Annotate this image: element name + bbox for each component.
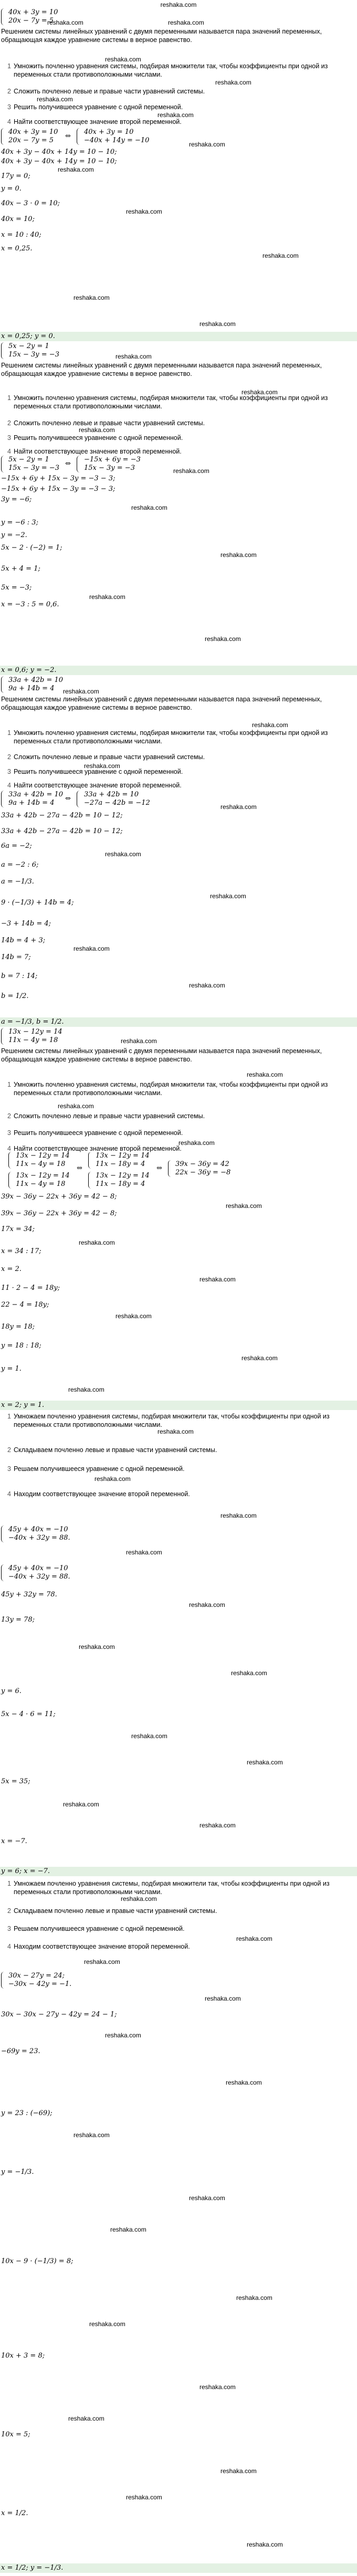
- solution-line: 33a + 42b − 27a − 42b = 10 − 12;: [1, 812, 123, 819]
- step-text: Умножить почленно уравнения системы, подбирая множители так, чтобы коэффициенты при одной из переменных стали противоположными числами.: [14, 62, 328, 78]
- solution-line: −69y = 23.: [1, 2047, 40, 2055]
- algorithm-step: 3 Решить получившееся уравнение с одной переменной.: [7, 767, 343, 776]
- brace: [88, 1152, 93, 1169]
- step-text: Находим соответствующее значение второй переменной.: [14, 1490, 190, 1498]
- step-text: Сложить почленно левые и правые части уравнений системы.: [14, 1112, 205, 1120]
- solution-line: 10x = 5;: [1, 2431, 30, 2438]
- solution-line: 40x + 3y − 40x + 14y = 10 − 10;: [1, 157, 117, 165]
- watermark: reshaka.com: [220, 803, 257, 811]
- answer-line: x = 0,6; y = −2.: [1, 666, 57, 674]
- equivalence-sign: ⇔: [65, 460, 71, 468]
- watermark: reshaka.com: [94, 1475, 131, 1482]
- solution-line: y = 6.: [1, 1687, 22, 1695]
- watermark: reshaka.com: [205, 1995, 241, 2002]
- solution-line: 9 · (−1/3) + 14b = 4;: [1, 899, 74, 907]
- watermark: reshaka.com: [74, 2131, 110, 2139]
- solution-line: a = −1/3.: [1, 878, 34, 886]
- equation: 33a + 42b = 10: [84, 791, 139, 798]
- watermark: reshaka.com: [158, 1428, 194, 1435]
- watermark: reshaka.com: [68, 2415, 104, 2422]
- solution-line: a = −2 : 6;: [1, 861, 39, 869]
- definition-text: Решением системы линейных уравнений с двумя переменными называется пара значений переменных, обращающая каждое уравнение системы в верное равенство.: [1, 1047, 322, 1063]
- solution-line: 5x − 4 · 6 = 11;: [1, 1710, 56, 1718]
- equation: −27a − 42b = −12: [84, 799, 150, 807]
- algorithm-step: 2 Сложить почленно левые и правые части уравнений системы.: [7, 87, 343, 96]
- equation: 11x − 18y = 4: [96, 1160, 145, 1168]
- solution-line: 39x − 36y − 22x + 36y = 42 − 8;: [1, 1193, 117, 1201]
- equation: 33a + 42b = 10: [8, 791, 64, 798]
- answer-line: x = 2; y = 1.: [1, 1401, 45, 1409]
- watermark: reshaka.com: [158, 111, 194, 119]
- step-text: Умножить почленно уравнения системы, подбирая множители так, чтобы коэффициенты при одной из переменных стали противоположными числами.: [14, 729, 328, 745]
- equation: 9a + 14b = 4: [8, 799, 55, 807]
- equivalence-sign: ⇔: [65, 795, 71, 803]
- watermark: reshaka.com: [173, 467, 209, 475]
- brace: [77, 791, 81, 807]
- solution-line: 45y + 32y = 78.: [1, 1591, 57, 1599]
- brace: [77, 456, 81, 472]
- watermark: reshaka.com: [74, 945, 110, 952]
- watermark: reshaka.com: [105, 850, 141, 858]
- watermark: reshaka.com: [63, 1801, 99, 1808]
- watermark: reshaka.com: [247, 1759, 283, 1766]
- brace: [1, 1526, 6, 1542]
- step-text: Найти соответствующее значение второй переменной.: [14, 1145, 182, 1152]
- brace: [1, 128, 6, 145]
- watermark: reshaka.com: [79, 1239, 115, 1246]
- brace: [168, 1160, 173, 1177]
- watermark: reshaka.com: [84, 1958, 120, 1965]
- solution-line: 5x − 2 · (−2) = 1;: [1, 544, 62, 552]
- algorithm-step: 4 Находим соответствующее значение второй переменной.: [7, 1490, 343, 1498]
- equation: 11x − 4y = 18: [8, 1036, 58, 1044]
- equivalence-sign: ⇔: [65, 132, 71, 140]
- step-text: Умножаем почленно уравнения системы, подбирая множители так, чтобы коэффициенты при одной из переменных стали противоположными числами.: [14, 1880, 330, 1896]
- equation: −30x − 42y = −1.: [8, 1980, 72, 1988]
- algorithm-step: 2 Сложить почленно левые и правые части уравнений системы.: [7, 419, 343, 427]
- solution-line: 33a + 42b − 27a − 42b = 10 − 12;: [1, 827, 123, 835]
- watermark: reshaka.com: [247, 2541, 283, 2548]
- watermark: reshaka.com: [63, 688, 99, 695]
- watermark: reshaka.com: [252, 721, 288, 729]
- equation: 22x − 36y = −8: [175, 1169, 231, 1176]
- brace: [8, 1152, 13, 1169]
- algorithm-step: 3 Решить получившееся уравнение с одной переменной.: [7, 103, 343, 111]
- watermark: reshaka.com: [205, 635, 241, 643]
- algorithm-step: 3 Решить получившееся уравнение с одной переменной.: [7, 434, 343, 442]
- brace: [1, 456, 6, 472]
- watermark: reshaka.com: [210, 892, 246, 900]
- watermark: reshaka.com: [79, 426, 115, 434]
- solution-line: 18y = 18;: [1, 1323, 35, 1331]
- algorithm-step: 1 Умножить почленно уравнения системы, подбирая множители так, чтобы коэффициенты при одной из переменных стали противоположными числами.: [7, 394, 343, 402]
- watermark: reshaka.com: [200, 2383, 236, 2391]
- algorithm-step: 2 Сложить почленно левые и правые части уравнений системы.: [7, 1112, 343, 1120]
- algorithm-step: 4 Находим соответствующее значение второй переменной.: [7, 1942, 343, 1951]
- watermark: reshaka.com: [89, 593, 125, 601]
- solution-line: x = 0,25.: [1, 245, 33, 253]
- solution-line: 17y = 0;: [1, 172, 30, 180]
- algorithm-step: 4 Найти соответствующее значение второй переменной.: [7, 781, 343, 790]
- equation: 39x − 36y = 42: [175, 1160, 229, 1168]
- equation: 13x − 12y = 14: [96, 1152, 150, 1160]
- solution-line: y = −2.: [1, 531, 27, 539]
- solution-line: 10x + 3 = 8;: [1, 2352, 45, 2360]
- solution-line: 10x − 9 · (−1/3) = 8;: [1, 2257, 74, 2265]
- watermark: reshaka.com: [37, 96, 73, 103]
- solution-line: 5x = −3;: [1, 584, 32, 592]
- solution-line: x = 1/2.: [1, 2509, 28, 2517]
- algorithm-step: 4 Найти соответствующее значение второй переменной.: [7, 1144, 343, 1153]
- solution-line: 6a = −2;: [1, 842, 32, 850]
- algorithm-step: 1 Умножить почленно уравнения системы, подбирая множители так, чтобы коэффициенты при одной из переменных стали противоположными числами.: [7, 729, 343, 737]
- step-text: Складываем почленно левые и правые части уравнений системы.: [14, 1446, 217, 1454]
- step-text: Умножить почленно уравнения системы, подбирая множители так, чтобы коэффициенты при одной из переменных стали противоположными числами.: [14, 394, 328, 410]
- watermark: reshaka.com: [131, 504, 167, 511]
- solution-line: −3 + 14b = 4;: [1, 920, 51, 928]
- watermark: reshaka.com: [200, 1822, 236, 1829]
- step-text: Умножить почленно уравнения системы, подбирая множители так, чтобы коэффициенты при одной из переменных стали противоположными числами.: [14, 1081, 328, 1097]
- algorithm-step: 1 Умножить почленно уравнения системы, подбирая множители так, чтобы коэффициенты при одной из переменных стали противоположными числами.: [7, 62, 343, 70]
- definition-text: Решением системы линейных уравнений с двумя переменными называется пара значений переменных, обращающая каждое уравнение системы в верное равенство.: [1, 696, 322, 711]
- solution-line: x = 10 : 40;: [1, 231, 41, 239]
- watermark: reshaka.com: [215, 79, 251, 86]
- brace: [1, 1564, 6, 1581]
- step-text: Сложить почленно левые и правые части уравнений системы.: [14, 88, 205, 95]
- watermark: reshaka.com: [126, 208, 162, 215]
- equation: −15x + 6y = −3: [84, 456, 141, 464]
- brace: [88, 1172, 93, 1189]
- brace: [8, 1172, 13, 1189]
- brace: [1, 791, 6, 807]
- answer-line: y = 6; x = −7.: [1, 1867, 50, 1875]
- step-text: Решаем получившееся уравнение с одной переменной.: [14, 1925, 185, 1932]
- solution-line: 39x − 36y − 22x + 36y = 42 − 8;: [1, 1210, 117, 1217]
- watermark: reshaka.com: [226, 1202, 262, 1210]
- watermark: reshaka.com: [110, 2226, 146, 2233]
- equation: 15x − 3y = −3: [84, 464, 135, 472]
- solution-line: 17x = 34;: [1, 1225, 35, 1233]
- solution-line: 5x + 4 = 1;: [1, 565, 40, 573]
- step-text: Сложить почленно левые и правые части уравнений системы.: [14, 753, 205, 761]
- solution-line: 14b = 4 + 3;: [1, 937, 46, 944]
- watermark: reshaka.com: [236, 2294, 272, 2301]
- solution-line: 40x = 10;: [1, 215, 35, 223]
- algorithm-step: 2 Складываем почленно левые и правые части уравнений системы.: [7, 1446, 343, 1454]
- watermark: reshaka.com: [105, 56, 141, 63]
- watermark: reshaka.com: [189, 2194, 225, 2202]
- algorithm-step: 4 Найти соответствующее значение второй переменной.: [7, 447, 343, 456]
- step-text: Находим соответствующее значение второй переменной.: [14, 1943, 190, 1950]
- step-text: Складываем почленно левые и правые части уравнений системы.: [14, 1907, 217, 1915]
- equation: −40x + 14y = −10: [84, 136, 150, 144]
- watermark: reshaka.com: [121, 1037, 157, 1045]
- equation: 30x − 27y = 24;: [8, 1972, 65, 1980]
- watermark: reshaka.com: [231, 1669, 267, 1677]
- watermark: reshaka.com: [200, 1276, 236, 1283]
- equation: 13x − 12y = 14: [96, 1172, 150, 1180]
- solution-line: 40x − 3 · 0 = 10;: [1, 199, 60, 207]
- brace: [1, 342, 6, 359]
- equation: 11x − 4y = 18: [16, 1180, 66, 1188]
- equivalence-sign: ⇔: [156, 1164, 162, 1172]
- solution-line: 22 − 4 = 18y;: [1, 1301, 49, 1309]
- algorithm-step: 1 Умножаем почленно уравнения системы, подбирая множители так, чтобы коэффициенты при одной из переменных стали противоположными числами.: [7, 1879, 343, 1888]
- equation: 11x − 18y = 4: [96, 1180, 145, 1188]
- solution-line: b = 7 : 14;: [1, 972, 38, 980]
- equation: −40x + 32y = 88.: [8, 1534, 70, 1542]
- solution-line: y = 18 : 18;: [1, 1342, 41, 1350]
- algorithm-step: 3 Решаем получившееся уравнение с одной переменной.: [7, 1465, 343, 1473]
- algorithm-step: 1 Умножаем почленно уравнения системы, подбирая множители так, чтобы коэффициенты при одной из переменных стали противоположными числами.: [7, 1412, 343, 1421]
- equation: 45y + 40x = −10: [8, 1526, 68, 1533]
- step-text: Найти соответствующее значение второй переменной.: [14, 782, 182, 789]
- definition-text: Решением системы линейных уравнений с двумя переменными называется пара значений переменных, обращающая каждое уравнение системы в верное равенство.: [1, 362, 322, 377]
- watermark: reshaka.com: [189, 141, 225, 148]
- answer-line: x = 1/2; y = −1/3.: [1, 2564, 64, 2572]
- equation: 33a + 42b = 10: [8, 676, 64, 684]
- algorithm-step: 4 Найти соответствующее значение второй переменной.: [7, 118, 343, 126]
- watermark: reshaka.com: [200, 320, 236, 328]
- solution-line: y = 0.: [1, 185, 22, 193]
- algorithm-step: 3 Решаем получившееся уравнение с одной переменной.: [7, 1925, 343, 1933]
- watermark: reshaka.com: [131, 1732, 167, 1740]
- equation: 40x + 3y = 10: [8, 128, 58, 136]
- watermark: reshaka.com: [242, 1354, 278, 1362]
- watermark: reshaka.com: [121, 1895, 157, 1902]
- watermark: reshaka.com: [262, 252, 299, 259]
- watermark: reshaka.com: [58, 1102, 94, 1110]
- solution-line: y = 1.: [1, 1365, 22, 1373]
- step-text: Решить получившееся уравнение с одной переменной.: [14, 434, 183, 441]
- watermark: reshaka.com: [105, 2032, 141, 2039]
- step-text: Решаем получившееся уравнение с одной переменной.: [14, 1465, 185, 1473]
- brace: [1, 1028, 6, 1045]
- solution-line: x = −7.: [1, 1837, 27, 1845]
- equation: 15x − 3y = −3: [8, 351, 59, 359]
- algorithm-step: 1 Умножить почленно уравнения системы, подбирая множители так, чтобы коэффициенты при одной из переменных стали противоположными числами.: [7, 1080, 343, 1089]
- solution-line: x = −3 : 5 = 0,6.: [1, 601, 59, 608]
- solution-line: 14b = 7;: [1, 953, 31, 961]
- watermark: reshaka.com: [178, 1139, 215, 1147]
- equation: 20x − 7y = 5: [8, 17, 54, 25]
- solution-line: 5x = 35;: [1, 1778, 30, 1785]
- watermark: reshaka.com: [47, 19, 83, 26]
- solution-line: 3y = −6;: [1, 496, 32, 503]
- brace: [1, 8, 6, 25]
- equation: 40x + 3y = 10: [84, 128, 134, 136]
- answer-line: a = −1/3, b = 1/2.: [1, 1018, 64, 1026]
- equivalence-sign: ⇔: [77, 1164, 82, 1172]
- solution-line: 13y = 78;: [1, 1616, 35, 1624]
- watermark: reshaka.com: [189, 982, 225, 989]
- equation: 5x − 2y = 1: [8, 342, 49, 350]
- answer-highlight: [0, 1867, 357, 1876]
- step-text: Сложить почленно левые и правые части уравнений системы.: [14, 419, 205, 427]
- solution-line: y = 23 : (−69);: [1, 2109, 52, 2117]
- watermark: reshaka.com: [242, 388, 278, 396]
- brace: [1, 1972, 6, 1989]
- watermark: reshaka.com: [79, 1643, 115, 1650]
- equation: 15x − 3y = −3: [8, 464, 59, 472]
- watermark: reshaka.com: [247, 1071, 283, 1078]
- watermark: reshaka.com: [84, 762, 120, 770]
- solution-line: 40x + 3y − 40x + 14y = 10 − 10;: [1, 148, 117, 156]
- brace: [1, 676, 6, 693]
- watermark: reshaka.com: [220, 1512, 257, 1519]
- watermark: reshaka.com: [58, 166, 94, 173]
- solution-line: −15x + 6y + 15x − 3y = −3 − 3;: [1, 475, 116, 482]
- watermark: reshaka.com: [126, 2494, 162, 2501]
- definition-text: Решением системы линейных уравнений с двумя переменными называется пара значений переменных, обращающая каждое уравнение системы в верное равенство.: [1, 28, 322, 44]
- solution-line: y = −6 : 3;: [1, 519, 38, 527]
- step-text: Решить получившееся уравнение с одной переменной.: [14, 1129, 183, 1137]
- brace: [77, 128, 81, 145]
- step-text: Решить получившееся уравнение с одной переменной.: [14, 103, 183, 111]
- algorithm-step: 3 Решить получившееся уравнение с одной переменной.: [7, 1129, 343, 1137]
- step-text: Умножаем почленно уравнения системы, подбирая множители так, чтобы коэффициенты при одной из переменных стали противоположными числами.: [14, 1413, 330, 1428]
- watermark: reshaka.com: [89, 2320, 125, 2328]
- step-text: Найти соответствующее значение второй переменной.: [14, 118, 182, 125]
- watermark: reshaka.com: [126, 1549, 162, 1556]
- watermark: reshaka.com: [168, 19, 204, 26]
- step-text: Решить получившееся уравнение с одной переменной.: [14, 768, 183, 775]
- answer-line: x = 0,25; y = 0.: [1, 332, 55, 340]
- equation: 45y + 40x = −10: [8, 1564, 68, 1572]
- solution-line: x = 34 : 17;: [1, 1247, 41, 1255]
- watermark: reshaka.com: [226, 2079, 262, 2086]
- watermark: reshaka.com: [189, 1601, 225, 1608]
- solution-line: x = 2.: [1, 1265, 22, 1273]
- answer-highlight: [0, 1401, 357, 1410]
- watermark: reshaka.com: [220, 2467, 257, 2475]
- solution-line: −15x + 6y + 15x − 3y = −3 − 3;: [1, 485, 116, 493]
- watermark: reshaka.com: [236, 1935, 272, 1942]
- solution-line: y = −1/3.: [1, 2168, 34, 2176]
- watermark: reshaka.com: [74, 294, 110, 301]
- algorithm-step: 2 Сложить почленно левые и правые части уравнений системы.: [7, 753, 343, 761]
- site-watermark: reshaka.com: [160, 1, 197, 8]
- equation: 13x − 12y = 14: [16, 1152, 70, 1160]
- solution-line: b = 1/2.: [1, 992, 29, 1000]
- step-text: Найти соответствующее значение второй переменной.: [14, 448, 182, 455]
- solution-line: 11 · 2 − 4 = 18y;: [1, 1284, 60, 1292]
- solution-line: 30x − 30x − 27y − 42y = 24 − 1;: [1, 2011, 117, 2018]
- watermark: reshaka.com: [68, 1386, 104, 1393]
- equation: 11x − 4y = 18: [16, 1160, 66, 1168]
- equation: 13x − 12y = 14: [8, 1028, 62, 1036]
- equation: 9a + 14b = 4: [8, 685, 55, 692]
- equation: 13x − 12y = 14: [16, 1172, 70, 1180]
- watermark: reshaka.com: [116, 353, 152, 360]
- watermark: reshaka.com: [116, 1312, 152, 1320]
- equation: 40x + 3y = 10: [8, 8, 58, 16]
- equation: 20x − 7y = 5: [8, 136, 54, 144]
- algorithm-step: 2 Складываем почленно левые и правые части уравнений системы.: [7, 1907, 343, 1915]
- equation: 5x − 2y = 1: [8, 456, 49, 464]
- equation: −40x + 32y = 88.: [8, 1573, 70, 1581]
- watermark: reshaka.com: [220, 551, 257, 559]
